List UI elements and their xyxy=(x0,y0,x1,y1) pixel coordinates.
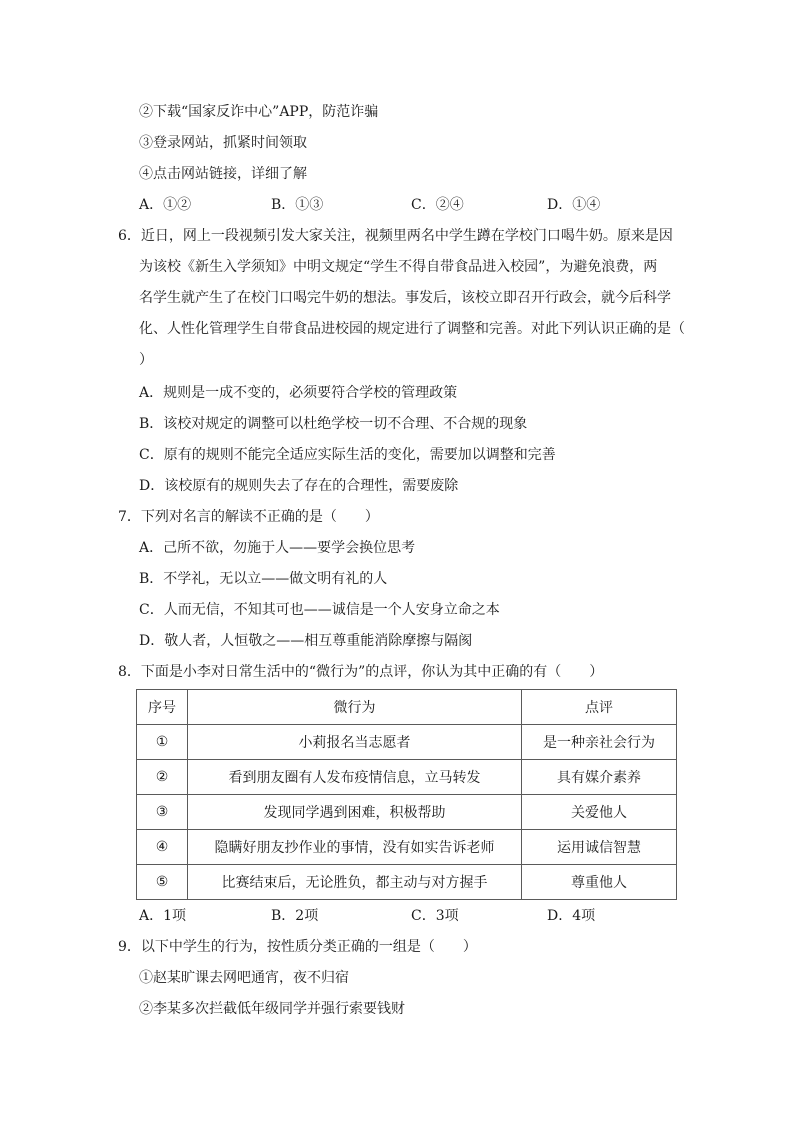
q5-item-3: ③登录网站，抓紧时间领取 xyxy=(139,135,307,151)
q6-option-a: A．规则是一成不变的，必须要符合学校的管理政策 xyxy=(139,385,458,401)
table-header-behavior: 微行为 xyxy=(188,690,522,725)
table-row xyxy=(137,795,677,830)
q8-options xyxy=(139,906,699,926)
q8-stem: 8．下面是小李对日常生活中的“微行为”的点评，你认为其中正确的有（ ） xyxy=(118,664,604,680)
q7-option-a: A．己所不欲，勿施于人——要学会换位思考 xyxy=(139,540,416,556)
q7-option-d: D．敬人者，人恒敬之——相互尊重能消除摩擦与隔阂 xyxy=(139,633,473,649)
q5-option-b: B．①③ xyxy=(271,197,324,213)
q8-review-table xyxy=(136,689,677,900)
q8-option-b: B．2项 xyxy=(271,908,319,924)
q9-stem: 9．以下中学生的行为，按性质分类正确的一组是（ ） xyxy=(118,939,477,955)
q8-option-d: D．4项 xyxy=(547,908,596,924)
q9-item-1: ①赵某旷课去网吧通宵，夜不归宿 xyxy=(139,970,349,986)
q5-item-4: ④点击网站链接，详细了解 xyxy=(139,166,307,182)
table-header-row xyxy=(137,690,677,725)
q8-option-c: C．3项 xyxy=(411,908,459,924)
q6-option-c: C．原有的规则不能完全适应实际生活的变化，需要加以调整和完善 xyxy=(139,447,556,463)
q5-options xyxy=(139,195,699,215)
table-cell-behavior: 发现同学遇到困难，积极帮助 xyxy=(188,795,522,830)
table-cell-comment: 具有媒介素养 xyxy=(522,760,677,795)
q6-option-d: D．该校原有的规则失去了存在的合理性，需要废除 xyxy=(139,478,459,494)
q7-stem: 7．下列对名言的解读不正确的是（ ） xyxy=(118,509,379,525)
q5-item-2: ②下载“国家反诈中心”APP，防范诈骗 xyxy=(139,104,379,120)
q9-item-2: ②李某多次拦截低年级同学并强行索要钱财 xyxy=(139,1001,405,1017)
table-row xyxy=(137,725,677,760)
q5-option-a: A．①② xyxy=(139,197,192,213)
table-cell-behavior: 看到朋友圈有人发布疫情信息，立马转发 xyxy=(188,760,522,795)
table-cell-comment: 运用诚信智慧 xyxy=(522,830,677,865)
q6-stem-line-5: ） xyxy=(139,352,153,368)
table-cell-number: ⑤ xyxy=(137,865,188,900)
q5-option-d: D．①④ xyxy=(547,197,601,213)
table-header-number: 序号 xyxy=(137,690,188,725)
q7-option-b: B．不学礼，无以立——做文明有礼的人 xyxy=(139,571,388,587)
table-cell-number: ④ xyxy=(137,830,188,865)
table-cell-comment: 是一种亲社会行为 xyxy=(522,725,677,760)
q6-stem-line-3: 名学生就产生了在校门口喝完牛奶的想法。事发后，该校立即召开行政会，就今后科学 xyxy=(139,290,671,306)
q6-stem-line-4: 化、人性化管理学生自带食品进校园的规定进行了调整和完善。对此下列认识正确的是（ xyxy=(139,321,685,337)
table-row xyxy=(137,760,677,795)
table-cell-number: ③ xyxy=(137,795,188,830)
table-cell-behavior: 比赛结束后，无论胜负，都主动与对方握手 xyxy=(188,865,522,900)
q5-option-c: C．②④ xyxy=(411,197,464,213)
table-cell-comment: 尊重他人 xyxy=(522,865,677,900)
q8-option-a: A．1项 xyxy=(139,908,187,924)
table-row xyxy=(137,830,677,865)
table-cell-behavior: 小莉报名当志愿者 xyxy=(188,725,522,760)
q6-option-b: B．该校对规定的调整可以杜绝学校一切不合理、不合规的现象 xyxy=(139,416,528,432)
q6-stem-line-2: 为该校《新生入学须知》中明文规定“学生不得自带食品进入校园”，为避免浪费，两 xyxy=(139,259,658,275)
q6-stem-line-1: 6．近日，网上一段视频引发大家关注，视频里两名中学生蹲在学校门口喝牛奶。原来是因 xyxy=(118,228,673,244)
table-header-comment: 点评 xyxy=(522,690,677,725)
table-row xyxy=(137,865,677,900)
table-cell-number: ① xyxy=(137,725,188,760)
q7-option-c: C．人而无信，不知其可也——诚信是一个人安身立命之本 xyxy=(139,602,500,618)
table-cell-behavior: 隐瞒好朋友抄作业的事情，没有如实告诉老师 xyxy=(188,830,522,865)
table-cell-number: ② xyxy=(137,760,188,795)
table-cell-comment: 关爱他人 xyxy=(522,795,677,830)
